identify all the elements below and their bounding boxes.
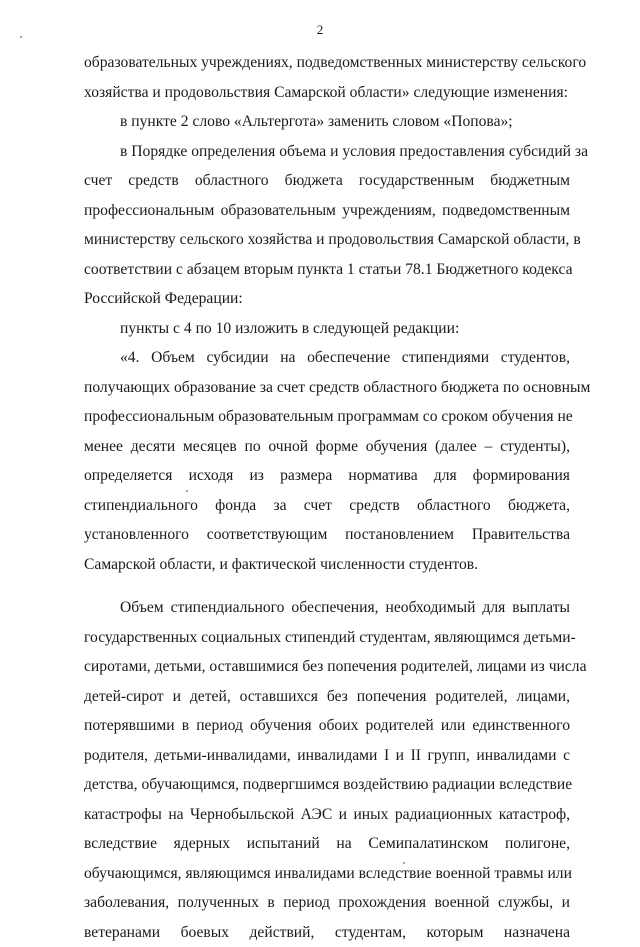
text-line: соответствии с абзацем вторым пункта 1 статьи 78.1 Бюджетного кодекса [84,255,570,285]
text-line: профессиональным образовательным программам со сроком обучения не [84,402,570,432]
text-line: счет средств областного бюджета государственным бюджетным [84,166,570,196]
text-line: министерству сельского хозяйства и продовольствия Самарской области, в [84,225,570,255]
text-line: пункты с 4 по 10 изложить в следующей редакции: [84,314,570,344]
text-line: детства, обучающимся, подвергшимся воздействию радиации вследствие [84,770,570,800]
text-line: родителя, детьми-инвалидами, инвалидами I и II групп, инвалидами с [84,741,570,771]
paragraph [84,48,570,107]
text-line: государственных социальных стипендий студентам, являющимся детьми- [84,623,570,653]
paragraph [84,137,570,314]
text-line: получающих образование за счет средств областного бюджета по основным [84,373,570,403]
scan-speck [403,862,405,864]
text-line: стипендиального фонда за счет средств областного бюджета, [84,491,570,521]
page-number: 2 [0,22,640,38]
text-line: заболевания, полученных в период прохождения военной службы, и [84,888,570,918]
text-line: «4. Объем субсидии на обеспечение стипендиями студентов, [84,343,570,373]
text-line: детей-сирот и детей, оставшихся без попечения родителей, лицами, [84,682,570,712]
paragraph [84,593,570,947]
scan-speck [186,490,188,492]
text-line: определяется исходя из размера норматива для формирования [84,461,570,491]
paragraph [84,314,570,344]
text-line: профессиональным образовательным учреждениям, подведомственным [84,196,570,226]
text-line: потерявшими в период обучения обоих родителей или единственного [84,711,570,741]
text-line: хозяйства и продовольствия Самарской области» следующие изменения: [84,78,570,108]
text-line: в пункте 2 слово «Альтергота» заменить словом «Попова»; [84,107,570,137]
text-line: вследствие ядерных испытаний на Семипалатинском полигоне, [84,829,570,859]
text-line: Российской Федерации: [84,284,570,314]
text-line: сиротами, детьми, оставшимися без попечения родителей, лицами из числа [84,652,570,682]
paragraph [84,343,570,579]
text-line: установленного соответствующим постановлением Правительства [84,520,570,550]
text-line: образовательных учреждениях, подведомственных министерству сельского [84,48,570,78]
text-line: Самарской области, и фактической численности студентов. [84,550,570,580]
text-line: обучающимся, являющимся инвалидами вследствие военной травмы или [84,859,570,889]
text-line: менее десяти месяцев по очной форме обучения (далее – студенты), [84,432,570,462]
text-line: катастрофы на Чернобыльской АЭС и иных радиационных катастроф, [84,800,570,830]
paragraph [84,107,570,137]
document-body [84,48,570,947]
text-line: в Порядке определения объема и условия предоставления субсидий за [84,137,570,167]
scan-speck [20,36,22,38]
text-line: ветеранами боевых действий, студентам, которым назначена [84,918,570,947]
text-line: Объем стипендиального обеспечения, необходимый для выплаты [84,593,570,623]
